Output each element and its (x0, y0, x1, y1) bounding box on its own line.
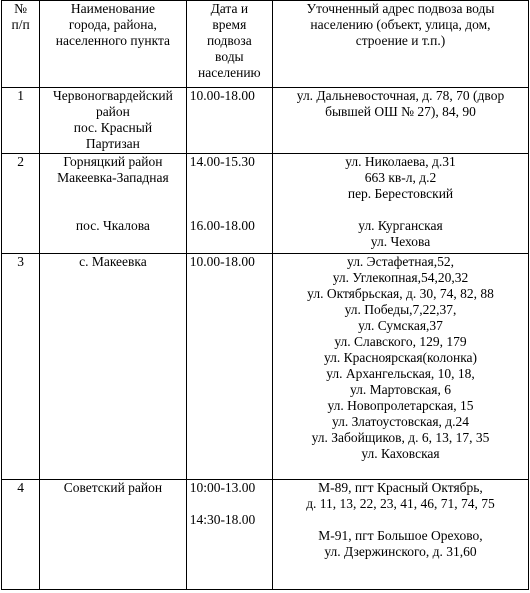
row-num-cell (2, 154, 40, 254)
header-num-line: № (14, 1, 28, 16)
place-line: Горняцкий район (63, 154, 163, 169)
row-num-cell (2, 88, 40, 154)
time-line: 10.00-18.00 (189, 254, 255, 269)
address-line: пер. Берестовский (347, 186, 454, 201)
table-row (2, 254, 529, 480)
header-time-line: подвоза (206, 33, 252, 48)
address-line: ул. Забойщиков, д. 6, 13, 17, 35 (311, 430, 490, 445)
address-line: ул. Новопролетарская, 15 (327, 398, 474, 413)
address-line: ул. Курганская (358, 218, 443, 233)
address-line: ул. Красноярская(колонка) (323, 350, 478, 365)
address-cell (273, 154, 529, 254)
time-line: 10:00-13.00 (189, 480, 256, 495)
place-cell (40, 154, 187, 254)
address-line: ул. Каховская (361, 446, 440, 461)
address-line: ул. Николаева, д.31 (345, 154, 456, 169)
address-line: ул. Углекопная,54,20,32 (332, 270, 469, 285)
time-cell (186, 254, 272, 480)
place-line: Советский район (63, 480, 163, 495)
row-num: 2 (17, 154, 24, 169)
header-time-line: воды (215, 49, 244, 64)
header-num (2, 1, 40, 88)
place-line: Партизан (85, 136, 140, 151)
table-row (2, 88, 529, 154)
place-cell (40, 480, 187, 590)
address-line: ул. Дальневосточная, д. 78, 70 (двор (296, 88, 505, 103)
time-line: 10.00-18.00 (189, 88, 255, 103)
address-cell (273, 480, 529, 590)
row-num-cell (2, 480, 40, 590)
table-header-row (2, 1, 529, 88)
row-num: 4 (17, 480, 24, 495)
address-line: М-89, пгт Красный Октябрь, (318, 480, 483, 495)
header-time (186, 1, 272, 88)
time-line: 14.00-15.30 (189, 154, 255, 169)
address-line: М-91, пгт Большое Орехово, (318, 528, 483, 543)
address-cell (273, 254, 529, 480)
row-num-cell (2, 254, 40, 480)
address-line: ул. Мартовская, 6 (349, 382, 452, 397)
place-line: Червоногвардейский (52, 88, 173, 103)
address-cell (273, 88, 529, 154)
time-line: 16.00-18.00 (189, 218, 255, 233)
header-time-line: Дата и (210, 1, 249, 16)
address-line: ул. Славского, 129, 179 (334, 334, 467, 349)
time-cell (186, 480, 272, 590)
water-delivery-table (1, 0, 529, 590)
header-address-line: строение и т.п.) (355, 33, 446, 48)
table-row (2, 480, 529, 590)
place-line: пос. Красный (73, 120, 153, 135)
header-address-line: Уточненный адрес подвоза воды (306, 1, 495, 16)
address-line: ул. Эстафетная,52, (347, 254, 454, 269)
address-line: ул. Златоустовская, д.24 (331, 414, 470, 429)
header-address (273, 1, 529, 88)
place-line: пос. Чкалова (75, 218, 150, 233)
header-address-line: населению (объект, улица, дом, (310, 17, 491, 32)
address-line: ул. Чехова (370, 234, 431, 249)
address-line: ул. Архангельская, 10, 18, (326, 366, 475, 381)
place-cell (40, 254, 187, 480)
header-place (40, 1, 187, 88)
time-line: 14:30-18.00 (189, 512, 256, 527)
address-line: ул. Победы,7,22,37, (344, 302, 457, 317)
address-line: д. 11, 13, 22, 23, 41, 46, 71, 74, 75 (306, 496, 495, 511)
header-num-line: п/п (11, 17, 30, 32)
row-num: 3 (17, 254, 24, 269)
place-cell (40, 88, 187, 154)
place-line: с. Макеевка (79, 254, 147, 269)
address-line: ул. Октябрьская, д. 30, 74, 82, 88 (307, 286, 494, 301)
header-place-line: Наименование (70, 1, 155, 16)
address-line: ул. Сумская,37 (358, 318, 443, 333)
address-line: бывшей ОШ № 27), 84, 90 (325, 104, 476, 119)
header-time-line: время (212, 17, 247, 32)
header-place-line: города, района, (68, 17, 157, 32)
address-line: ул. Дзержинского, д. 31,60 (324, 544, 477, 559)
table-row (2, 154, 529, 254)
address-line: 663 кв-л, д.2 (364, 170, 437, 185)
place-line: Макеевка-Западная (57, 170, 169, 185)
header-time-line: населению (198, 65, 261, 80)
header-place-line: населенного пункта (55, 33, 171, 48)
place-line: район (95, 104, 130, 119)
row-num: 1 (17, 88, 24, 103)
time-cell (186, 88, 272, 154)
time-cell (186, 154, 272, 254)
